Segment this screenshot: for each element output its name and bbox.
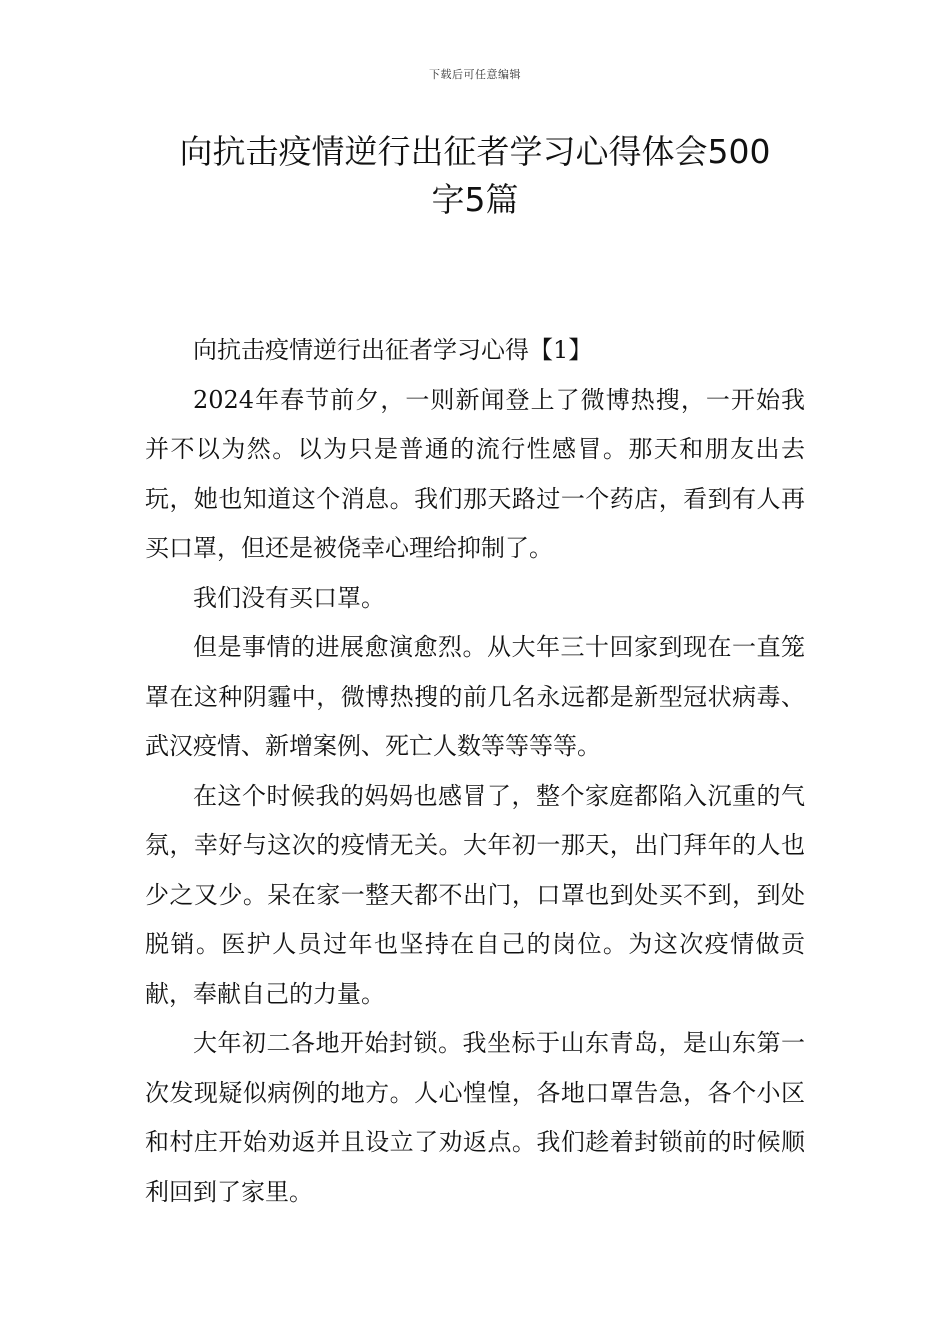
header-note: 下载后可任意编辑 [429,68,521,81]
title-line-1: 向抗击疫情逆行出征者学习心得体会500 [179,132,771,171]
paragraph: 但是事情的进展愈演愈烈。从大年三十回家到现在一直笼罩在这种阴霾中，微博热搜的前几名永远都是新型冠状病毒、武汉疫情、新增案例、死亡人数等等等等。 [145,633,805,760]
section-heading: 向抗击疫情逆行出征者学习心得【1】 [193,336,593,364]
paragraph: 2024年春节前夕，一则新闻登上了微博热搜，一开始我并不以为然。以为只是普通的流行性感冒。那天和朋友出去玩，她也知道这个消息。我们那天路过一个药店，看到有人再买口罩，但还是被侥幸心理给抑制了。 [145,385,805,562]
paragraph: 大年初二各地开始封锁。我坐标于山东青岛，是山东第一次发现疑似病例的地方。人心惶惶，各地口罩告急，各个小区和村庄开始劝返并且设立了劝返点。我们趁着封锁前的时候顺利回到了家里。 [145,1029,805,1206]
title-line-2: 字5篇 [431,180,519,219]
paragraph: 我们没有买口罩。 [193,583,385,612]
paragraph: 在这个时候我的妈妈也感冒了，整个家庭都陷入沉重的气氛，幸好与这次的疫情无关。大年初一那天，出门拜年的人也少之又少。呆在家一整天都不出门，口罩也到处买不到，到处脱销。医护人员过年也坚持在自己的岗位。为这次疫情做贡献，奉献自己的力量。 [145,781,805,1008]
document-title [145,128,805,224]
document-body [145,326,805,1217]
